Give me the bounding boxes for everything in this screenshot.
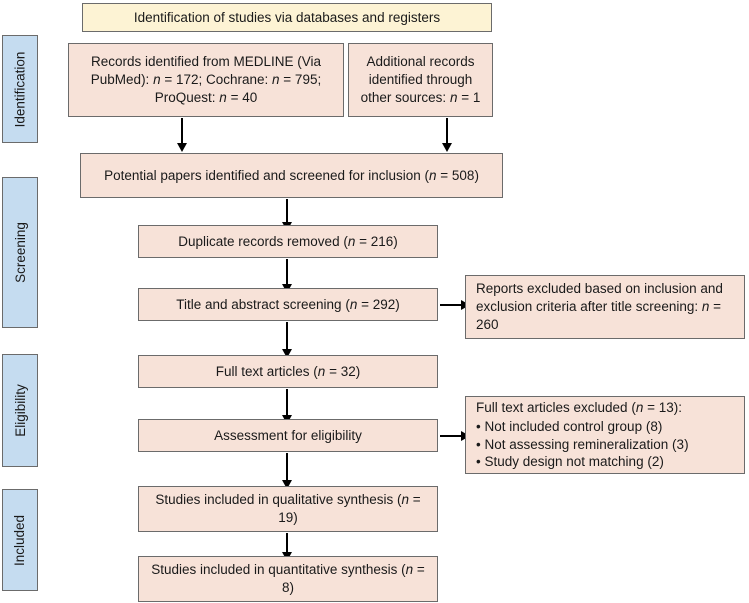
diagram-title: Identification of studies via databases and registers bbox=[133, 9, 441, 25]
node-full-text-excluded-heading: Full text articles excluded (n = 13): bbox=[476, 399, 682, 415]
arrow-additional-to-potential bbox=[446, 118, 448, 144]
node-reports-excluded bbox=[465, 275, 745, 339]
node-additional-records-text: Additional records identified through other sources: n = 1 bbox=[360, 54, 481, 105]
node-qualitative-synthesis-text: Studies included in qualitative synthesis (n = 19) bbox=[155, 492, 421, 525]
arrow-to-reports-excluded bbox=[440, 304, 462, 306]
diagram-title-box bbox=[82, 3, 492, 32]
node-potential-papers bbox=[80, 153, 503, 198]
node-potential-papers-text: Potential papers identified and screened for inclusion (n = 508) bbox=[104, 167, 479, 183]
node-duplicate-records-removed bbox=[138, 225, 438, 258]
phase-label-screening bbox=[2, 177, 38, 328]
node-full-text-excluded bbox=[465, 396, 745, 474]
phase-label-eligibility bbox=[2, 354, 38, 467]
node-assessment-eligibility-text: Assessment for eligibility bbox=[214, 427, 362, 443]
list-item: • Study design not matching (2) bbox=[476, 454, 664, 470]
phase-included-text: Included bbox=[12, 514, 28, 566]
node-full-text-excluded-list bbox=[476, 418, 736, 471]
phase-identification-text: Identification bbox=[12, 51, 28, 127]
arrow-qualitative-to-quantitative bbox=[286, 533, 288, 553]
phase-eligibility-text: Eligibility bbox=[12, 384, 28, 437]
node-additional-records bbox=[348, 43, 493, 117]
node-duplicate-records-removed-text: Duplicate records removed (n = 216) bbox=[178, 233, 398, 249]
arrow-duplicates-to-title-screening bbox=[286, 259, 288, 285]
arrow-fulltext-to-assessment bbox=[286, 389, 288, 416]
arrow-assessment-to-qualitative bbox=[286, 453, 288, 481]
node-title-abstract-screening-text: Title and abstract screening (n = 292) bbox=[176, 296, 400, 312]
arrow-screening-to-fulltext bbox=[286, 322, 288, 350]
arrow-to-fulltext-excluded bbox=[440, 435, 462, 437]
node-quantitative-synthesis-text: Studies included in quantitative synthesis (n = 8) bbox=[151, 562, 425, 595]
node-full-text-articles-text: Full text articles (n = 32) bbox=[215, 363, 361, 379]
node-records-identified-databases-text: Records identified from MEDLINE (Via PubMed): n = 172; Cochrane: n = 795; ProQuest: n = 40 bbox=[90, 54, 322, 105]
arrow-potential-to-duplicates bbox=[286, 199, 288, 223]
phase-label-identification bbox=[2, 35, 38, 143]
phase-screening-text: Screening bbox=[12, 222, 28, 283]
list-item: • Not assessing remineralization (3) bbox=[476, 436, 689, 452]
node-reports-excluded-text: Reports excluded based on inclusion and exclusion criteria after title screening: n = 260 bbox=[476, 281, 723, 332]
arrow-records-to-potential bbox=[181, 118, 183, 144]
node-quantitative-synthesis bbox=[138, 556, 438, 602]
list-item: • Not included control group (8) bbox=[476, 418, 663, 434]
node-assessment-eligibility bbox=[138, 419, 438, 452]
node-title-abstract-screening bbox=[138, 288, 438, 321]
node-records-identified-databases bbox=[68, 43, 344, 117]
node-qualitative-synthesis bbox=[138, 486, 438, 532]
node-full-text-articles bbox=[138, 355, 438, 388]
phase-label-included bbox=[2, 489, 38, 591]
